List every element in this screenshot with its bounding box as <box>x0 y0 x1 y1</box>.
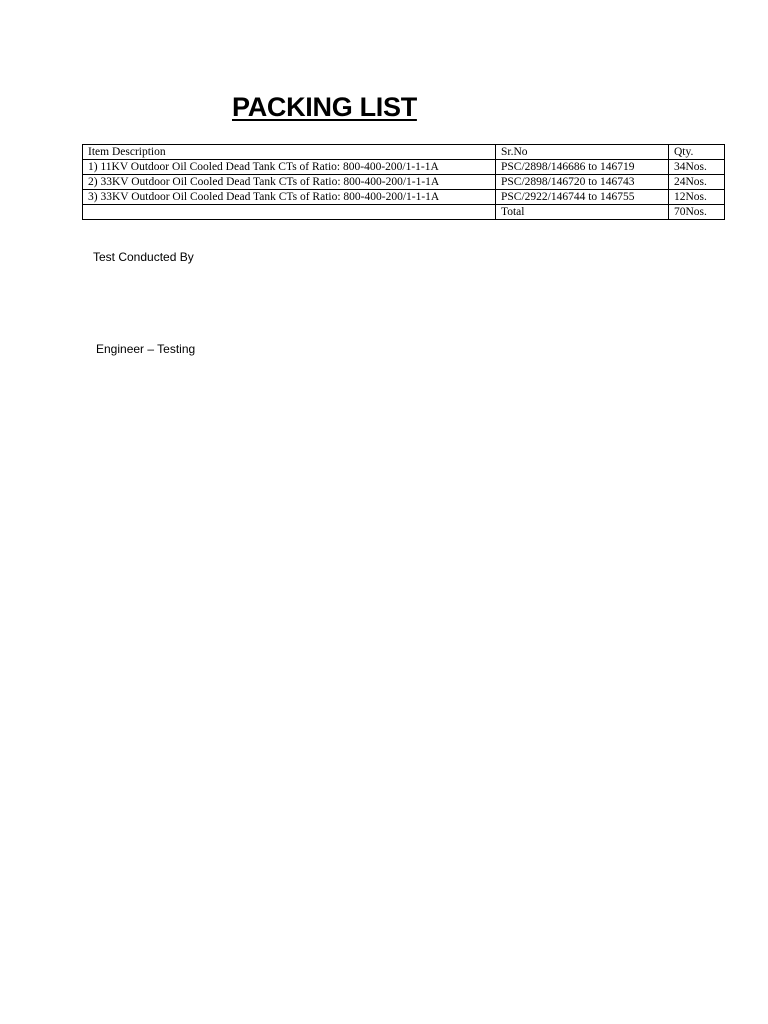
table-row <box>83 190 725 205</box>
item-description-cell: 2) 33KV Outdoor Oil Cooled Dead Tank CTs of Ratio: 800-400-200/1-1-1A <box>83 175 496 190</box>
empty-cell <box>83 205 496 220</box>
serial-number-cell: PSC/2898/146720 to 146743 <box>496 175 669 190</box>
quantity-cell: 34Nos. <box>669 160 725 175</box>
quantity-cell: 24Nos. <box>669 175 725 190</box>
item-description-cell: 3) 33KV Outdoor Oil Cooled Dead Tank CTs of Ratio: 800-400-200/1-1-1A <box>83 190 496 205</box>
total-label: Total <box>496 205 669 220</box>
total-row <box>83 205 725 220</box>
item-description-cell: 1) 11KV Outdoor Oil Cooled Dead Tank CTs of Ratio: 800-400-200/1-1-1A <box>83 160 496 175</box>
table-row <box>83 160 725 175</box>
header-quantity: Qty. <box>669 145 725 160</box>
total-quantity: 70Nos. <box>669 205 725 220</box>
serial-number-cell: PSC/2922/146744 to 146755 <box>496 190 669 205</box>
packing-list-table <box>82 144 725 220</box>
test-conducted-by-label: Test Conducted By <box>93 250 194 264</box>
header-item-description: Item Description <box>83 145 496 160</box>
table-row <box>83 175 725 190</box>
page-title: PACKING LIST <box>232 92 417 122</box>
header-serial-number: Sr.No <box>496 145 669 160</box>
quantity-cell: 12Nos. <box>669 190 725 205</box>
table-header-row <box>83 145 725 160</box>
serial-number-cell: PSC/2898/146686 to 146719 <box>496 160 669 175</box>
engineer-testing-label: Engineer – Testing <box>96 342 196 356</box>
